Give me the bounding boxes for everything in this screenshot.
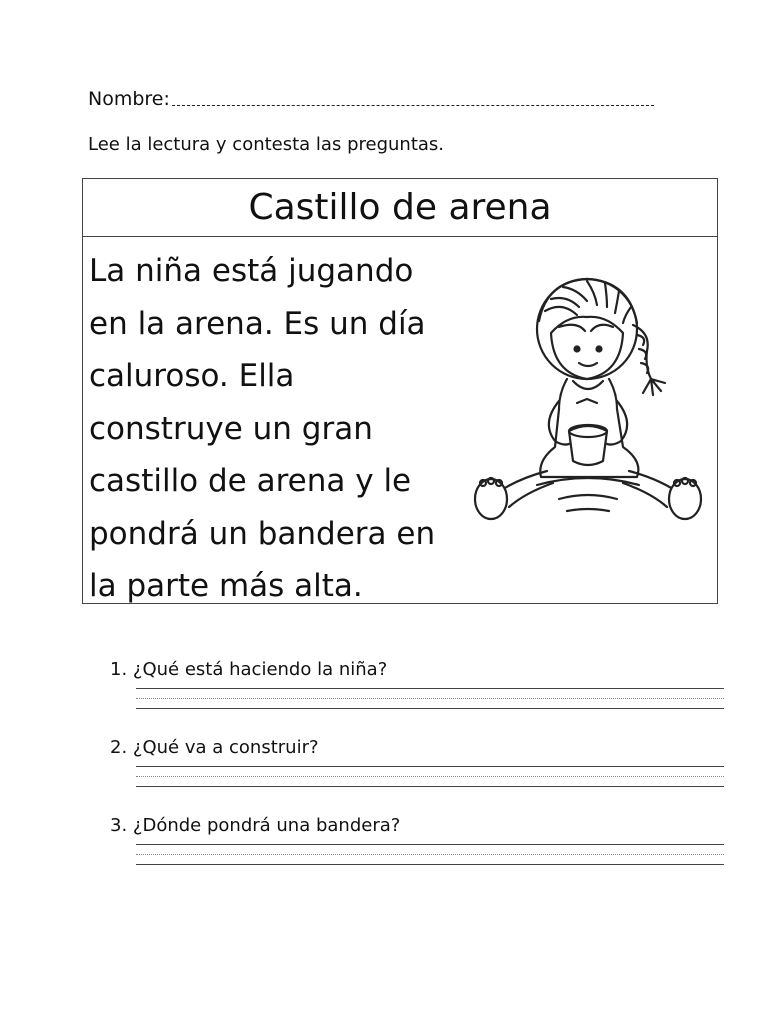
question-item xyxy=(110,656,724,734)
question-prompt: ¿Qué va a construir? xyxy=(132,737,319,758)
passage-line: en la arena. Es un día xyxy=(89,305,426,342)
girl-playing-in-sand-icon xyxy=(467,271,707,531)
reading-box xyxy=(82,178,718,604)
passage-line: caluroso. Ella xyxy=(89,358,295,394)
name-label: Nombre: xyxy=(88,88,170,110)
answer-lines[interactable] xyxy=(136,766,724,787)
answer-lines[interactable] xyxy=(136,688,724,709)
name-field-row xyxy=(88,82,654,110)
question-item xyxy=(110,812,724,890)
question-number: 2. xyxy=(110,737,128,758)
question-text xyxy=(110,656,724,684)
reading-title: Castillo de arena xyxy=(83,179,717,237)
question-number: 1. xyxy=(110,659,128,680)
passage-line: construye un gran xyxy=(89,410,373,447)
instruction-text: Lee la lectura y contesta las preguntas. xyxy=(88,134,445,155)
answer-lines[interactable] xyxy=(136,844,724,865)
question-text xyxy=(110,734,724,762)
reading-passage xyxy=(89,245,489,613)
question-prompt: ¿Dónde pondrá una bandera? xyxy=(132,815,401,836)
questions-section xyxy=(110,656,724,890)
passage-line: La niña está jugando xyxy=(89,253,414,289)
question-item xyxy=(110,734,724,812)
question-text xyxy=(110,812,724,840)
question-prompt: ¿Qué está haciendo la niña? xyxy=(132,659,388,680)
question-number: 3. xyxy=(110,815,128,836)
name-answer-line[interactable] xyxy=(172,91,654,106)
passage-line: la parte más alta. xyxy=(89,568,363,604)
passage-line: pondrá un bandera en xyxy=(89,515,436,552)
passage-line: castillo de arena y le xyxy=(89,463,412,499)
